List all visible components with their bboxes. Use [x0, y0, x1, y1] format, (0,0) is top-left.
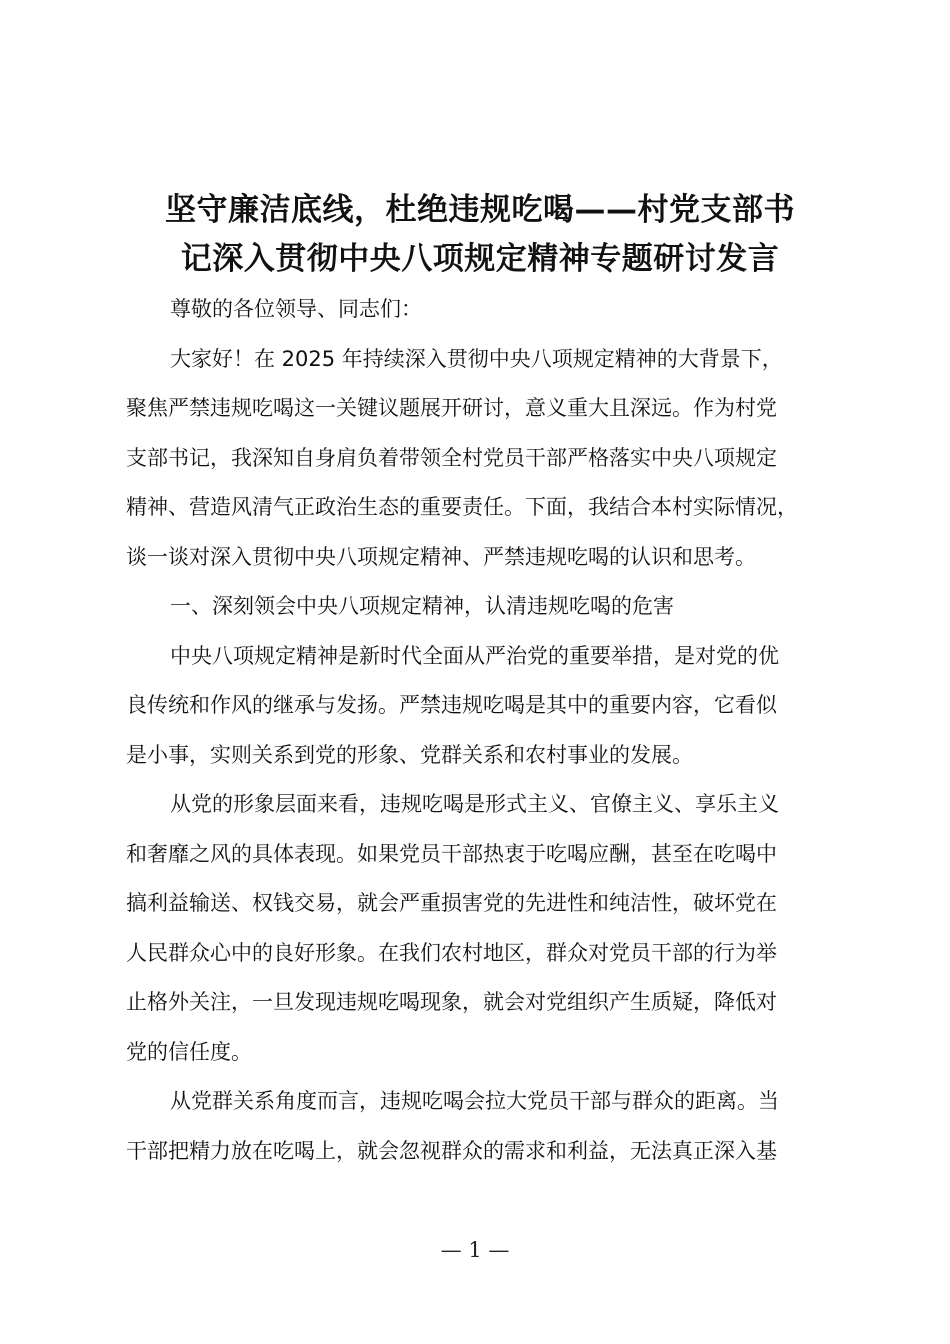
salutation: 尊敬的各位领导、同志们： — [170, 297, 422, 321]
body-line: 良传统和作风的继承与发扬。严禁违规吃喝是其中的重要内容，它看似 — [126, 693, 777, 717]
title-line-2: 记深入贯彻中央八项规定精神专题研讨发言 — [180, 241, 780, 277]
body-line: 止格外关注，一旦发现违规吃喝现象，就会对党组织产生质疑，降低对 — [126, 990, 777, 1014]
body-line: 中央八项规定精神是新时代全面从严治党的重要举措，是对党的优 — [170, 643, 779, 668]
body-line: 精神、营造风清气正政治生态的重要责任。下面，我结合本村实际情况， — [126, 495, 798, 519]
body-line: 聚焦严禁违规吃喝这一关键议题展开研讨，意义重大且深远。作为村党 — [126, 396, 777, 420]
body-line: 从党的形象层面来看，违规吃喝是形式主义、官僚主义、享乐主义 — [170, 792, 779, 816]
title-line-1: 坚守廉洁底线，杜绝违规吃喝——村党支部书 — [165, 192, 795, 228]
body-line: 是小事，实则关系到党的形象、党群关系和农村事业的发展。 — [126, 742, 693, 767]
body-line: 人民群众心中的良好形象。在我们农村地区，群众对党员干部的行为举 — [126, 940, 777, 965]
document-title — [100, 186, 860, 284]
body-line: 搞利益输送、权钱交易，就会严重损害党的先进性和纯洁性，破坏党在 — [126, 891, 777, 915]
body-line: 从党群关系角度而言，违规吃喝会拉大党员干部与群众的距离。当 — [170, 1089, 779, 1113]
document-body — [126, 285, 840, 1176]
body-line: 干部把精力放在吃喝上，就会忽视群众的需求和利益，无法真正深入基 — [126, 1138, 777, 1163]
body-line: 支部书记，我深知自身肩负着带领全村党员干部严格落实中央八项规定 — [126, 445, 777, 470]
body-line: 和奢靡之风的具体表现。如果党员干部热衷于吃喝应酬，甚至在吃喝中 — [126, 841, 777, 866]
page-number: — 1 — — [440, 1238, 510, 1262]
body-line: 党的信任度。 — [126, 1039, 252, 1064]
body-line: 谈一谈对深入贯彻中央八项规定精神、严禁违规吃喝的认识和思考。 — [126, 544, 756, 569]
section-heading: 一、深刻领会中央八项规定精神，认清违规吃喝的危害 — [170, 594, 674, 618]
body-line: 大家好！在 2025 年持续深入贯彻中央八项规定精神的大背景下， — [170, 346, 783, 371]
